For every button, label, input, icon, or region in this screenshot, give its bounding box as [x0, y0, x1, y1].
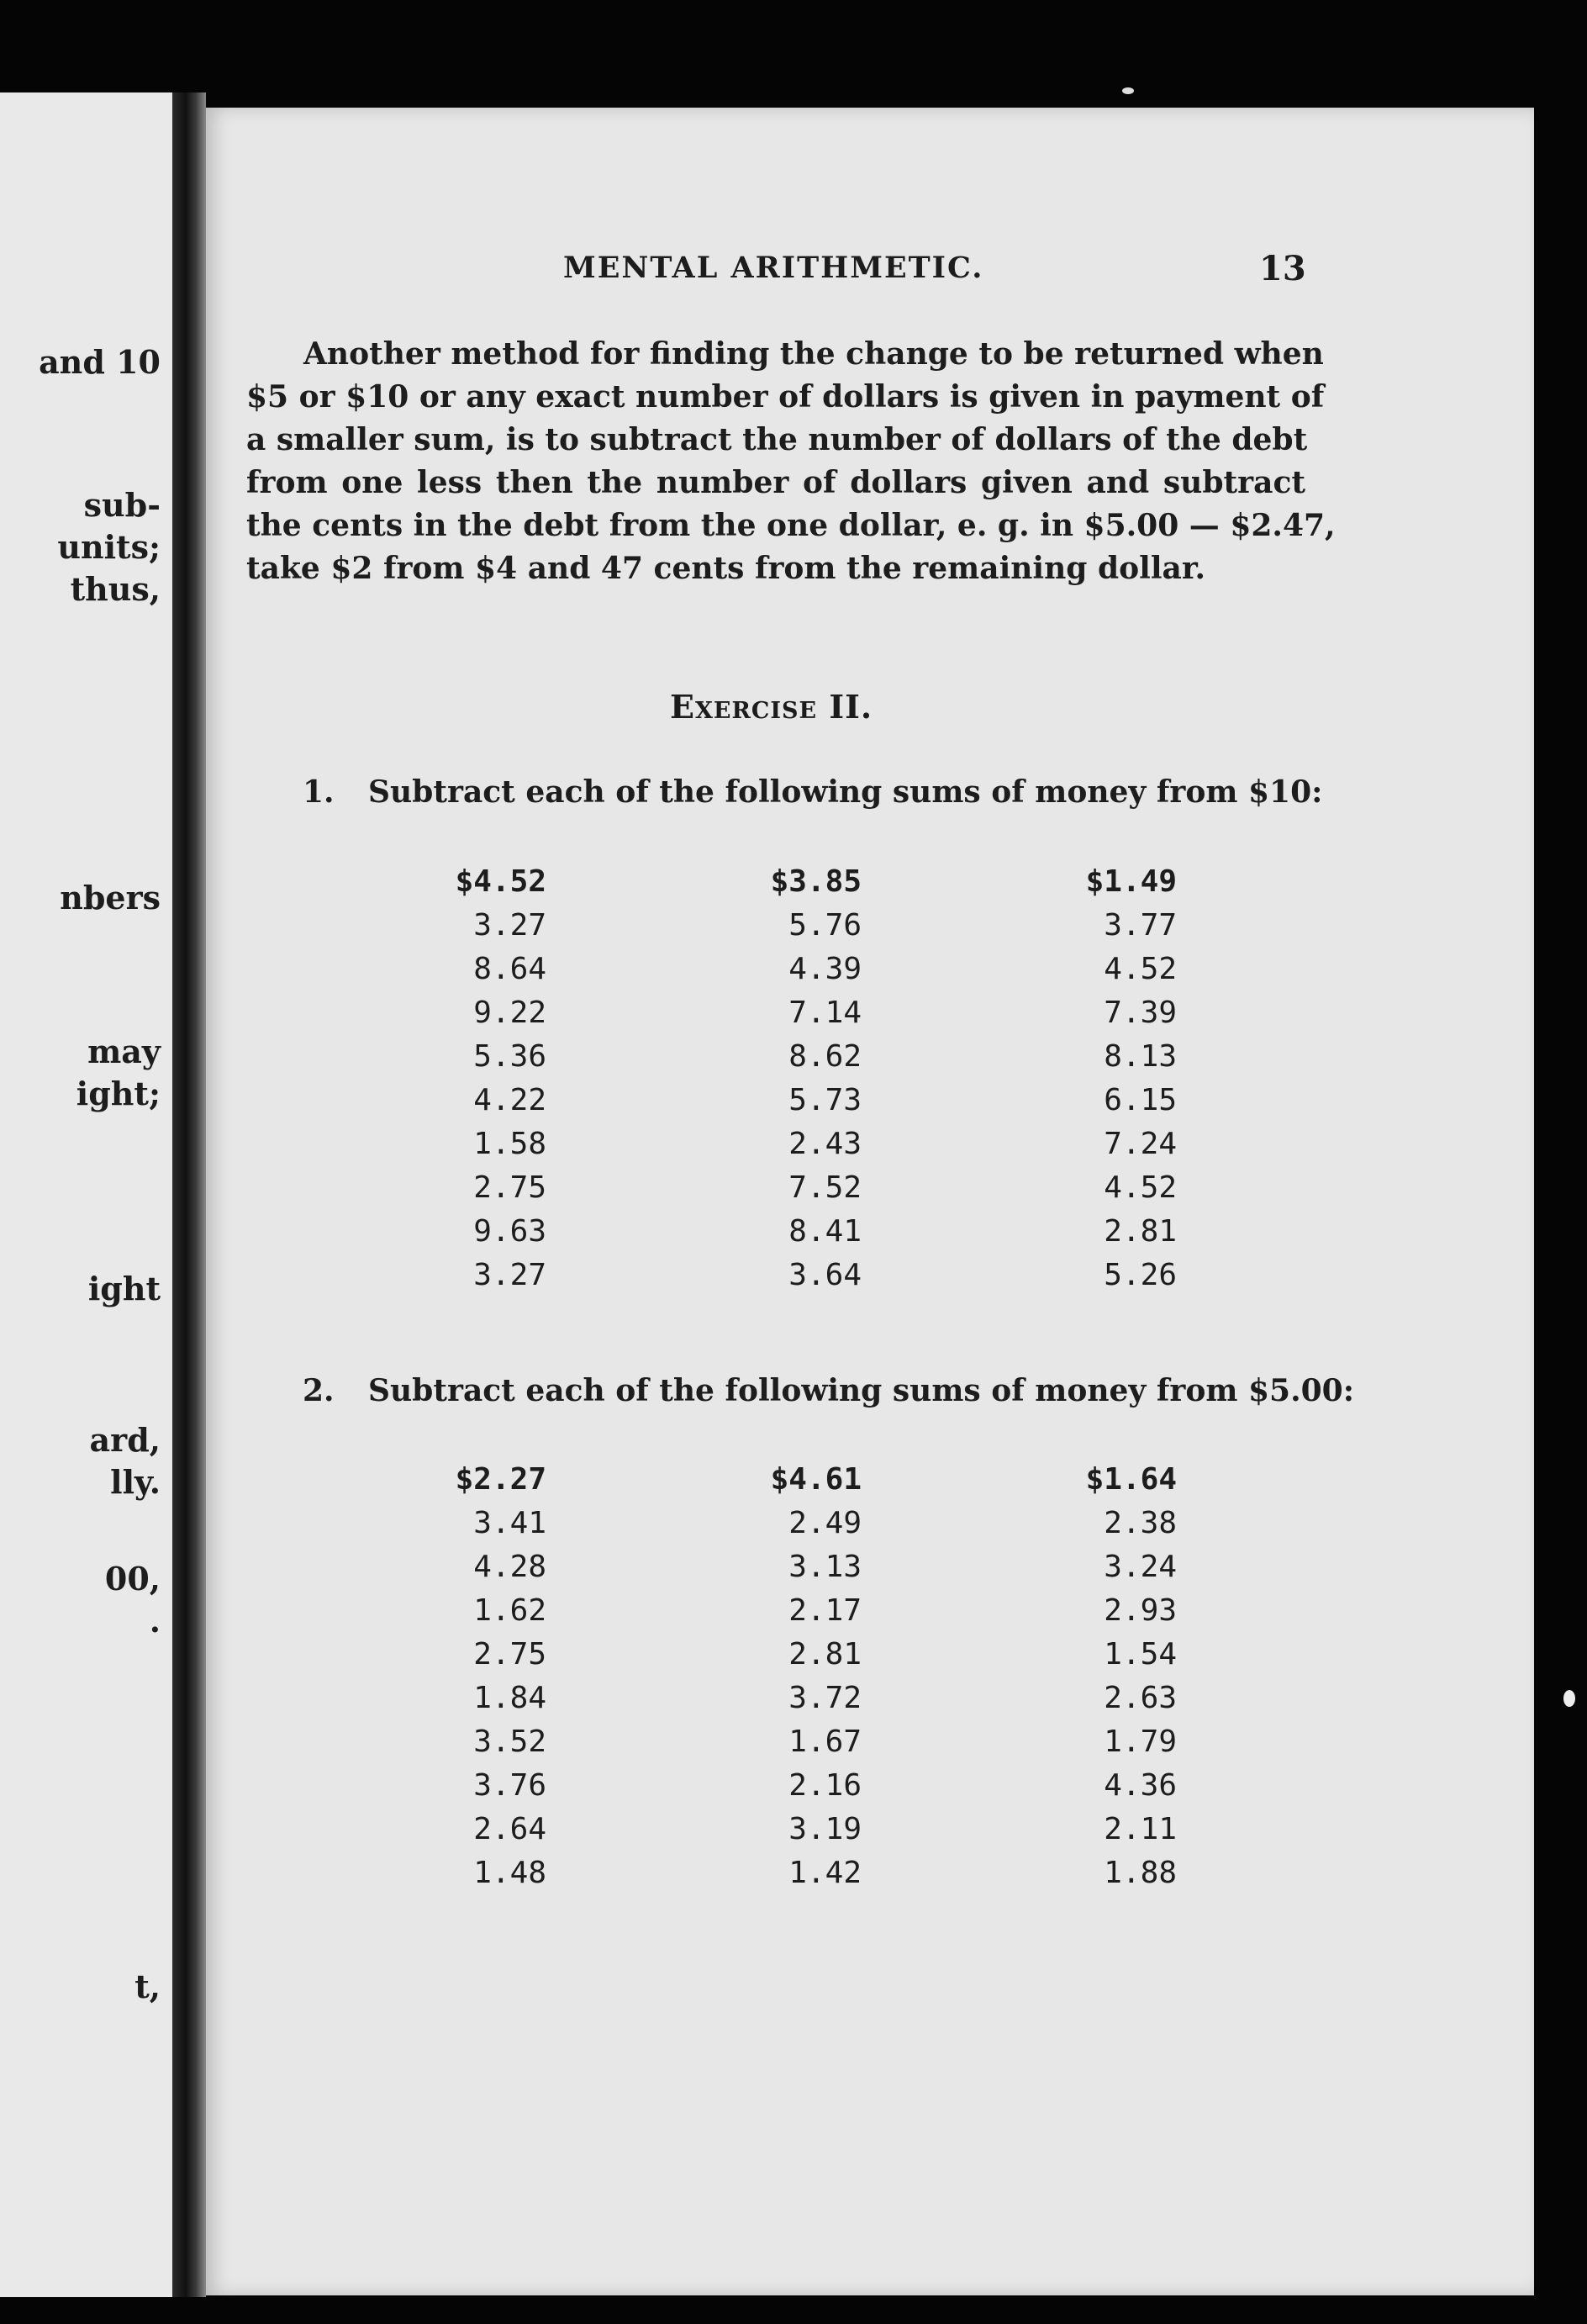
money-value: 3.77 [1104, 908, 1177, 943]
money-value: 8.13 [1104, 1039, 1177, 1074]
money-value: $1.49 [1085, 864, 1177, 899]
money-value: 6.15 [1104, 1083, 1177, 1117]
money-value: 2.17 [788, 1593, 862, 1628]
left-page-fragment: may [87, 1033, 161, 1070]
scan-speck [1122, 87, 1134, 94]
problem-2-column-1 [412, 1458, 546, 1895]
money-value: 4.52 [1104, 1170, 1177, 1205]
left-page-fragment: nbers [60, 879, 161, 916]
money-value: 3.72 [788, 1681, 862, 1715]
money-value: 2.43 [788, 1127, 862, 1161]
money-value: 8.62 [788, 1039, 862, 1074]
money-value: 4.22 [473, 1083, 546, 1117]
problem-2-statement [303, 1373, 1354, 1408]
intro-line: from one less then the number of dollars given and subtract [246, 465, 1305, 500]
intro-line: $5 or $10 or any exact number of dollars is given in payment of [246, 379, 1325, 415]
left-page-fragment: thus, [70, 570, 161, 608]
money-value: 2.16 [788, 1768, 862, 1803]
problem-1-column-1 [412, 860, 546, 1297]
money-value: 3.13 [788, 1550, 862, 1584]
left-page-fragment: sub- [83, 486, 161, 524]
problem-number: 1. [303, 774, 335, 810]
money-value: 5.76 [788, 908, 862, 943]
money-value: 7.39 [1104, 996, 1177, 1030]
money-value: 1.54 [1104, 1637, 1177, 1672]
money-value: $4.61 [770, 1462, 862, 1497]
money-value: 3.24 [1104, 1550, 1177, 1584]
money-value: 3.41 [473, 1506, 546, 1540]
exercise-title: Exercise II. [670, 688, 873, 726]
problem-1-statement [303, 774, 1323, 810]
left-page-fragment: lly. [110, 1463, 161, 1501]
problem-1-column-3 [1042, 860, 1177, 1297]
intro-line: take $2 from $4 and 47 cents from the remaining dollar. [246, 551, 1206, 586]
money-value: 7.24 [1104, 1127, 1177, 1161]
money-value: 1.88 [1104, 1856, 1177, 1890]
money-value: $1.64 [1085, 1462, 1177, 1497]
problem-text: Subtract each of the following sums of money from $5.00: [368, 1373, 1354, 1408]
money-value: 7.52 [788, 1170, 862, 1205]
money-value: 1.79 [1104, 1725, 1177, 1759]
money-value: 2.11 [1104, 1812, 1177, 1846]
page-edge-shadow [1534, 114, 1587, 2300]
problem-number: 2. [303, 1373, 335, 1408]
money-value: 2.81 [788, 1637, 862, 1672]
intro-paragraph [246, 333, 1336, 590]
money-value: 2.63 [1104, 1681, 1177, 1715]
left-page [0, 92, 172, 2297]
money-value: 8.41 [788, 1214, 862, 1249]
money-value: 2.75 [473, 1637, 546, 1672]
left-page-fragment: t, [134, 1967, 161, 2005]
intro-line: a smaller sum, is to subtract the number of dollars of the debt [246, 422, 1308, 457]
intro-line: the cents in the debt from the one dollar, e. g. in $5.00 — $2.47, [246, 508, 1336, 543]
money-value: 4.36 [1104, 1768, 1177, 1803]
money-value: 8.64 [473, 952, 546, 986]
money-value: $2.27 [455, 1462, 546, 1497]
money-value: 7.14 [788, 996, 862, 1030]
money-value: 9.63 [473, 1214, 546, 1249]
left-page-fragment: 00, [104, 1560, 161, 1598]
money-value: 2.81 [1104, 1214, 1177, 1249]
money-value: 2.38 [1104, 1506, 1177, 1540]
money-value: 5.26 [1104, 1258, 1177, 1292]
money-value: 1.42 [788, 1856, 862, 1890]
intro-line: Another method for finding the change to be returned when [303, 336, 1324, 372]
money-value: 2.64 [473, 1812, 546, 1846]
money-value: 4.39 [788, 952, 862, 986]
money-value: 3.52 [473, 1725, 546, 1759]
problem-2-column-2 [727, 1458, 862, 1895]
money-value: 1.84 [473, 1681, 546, 1715]
left-page-fragment: ight; [76, 1075, 161, 1112]
book-binding [172, 92, 206, 2297]
money-value: 5.36 [473, 1039, 546, 1074]
problem-2-column-3 [1042, 1458, 1177, 1895]
money-value: 3.19 [788, 1812, 862, 1846]
money-value: 5.73 [788, 1083, 862, 1117]
money-value: 9.22 [473, 996, 546, 1030]
left-page-fragment: units; [57, 528, 161, 566]
money-value: 4.52 [1104, 952, 1177, 986]
money-value: 3.27 [473, 1258, 546, 1292]
problem-text: Subtract each of the following sums of money from $10: [368, 774, 1323, 810]
money-value: $4.52 [455, 864, 546, 899]
money-value: 1.58 [473, 1127, 546, 1161]
money-value: 3.76 [473, 1768, 546, 1803]
money-value: 3.64 [788, 1258, 862, 1292]
left-page-fragment: ard, [89, 1421, 161, 1459]
running-head: MENTAL ARITHMETIC. [563, 251, 984, 285]
money-value: 1.62 [473, 1593, 546, 1628]
money-value: 2.75 [473, 1170, 546, 1205]
page-number: 13 [1259, 249, 1306, 288]
money-value: $3.85 [770, 864, 862, 899]
left-page-fragment: ight [87, 1270, 161, 1307]
money-value: 2.49 [788, 1506, 862, 1540]
left-page-fragment: and 10 [39, 343, 161, 381]
left-page-fragment: . [149, 1602, 161, 1640]
money-value: 1.67 [788, 1725, 862, 1759]
money-value: 2.93 [1104, 1593, 1177, 1628]
money-value: 1.48 [473, 1856, 546, 1890]
money-value: 4.28 [473, 1550, 546, 1584]
scan-speck [1563, 1690, 1575, 1707]
problem-1-column-2 [727, 860, 862, 1297]
money-value: 3.27 [473, 908, 546, 943]
